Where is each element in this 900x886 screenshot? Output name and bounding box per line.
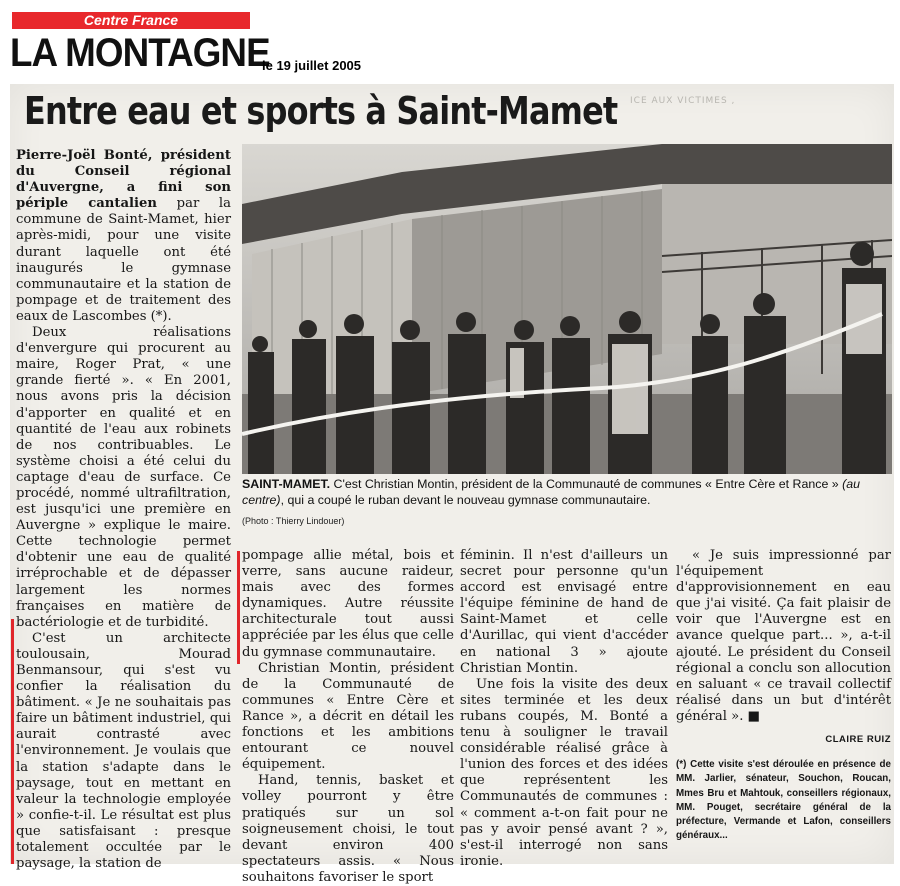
caption-text: C'est Christian Montin, président de la Communauté de communes « Entre Cère et Rance »: [330, 477, 839, 491]
photo-credit: (Photo : Thierry Lindouer): [242, 516, 345, 526]
paragraph: Une fois la visite des deux sites terminée et les deux rubans coupés, M. Bonté a tenu à souligner le travail considérable réalisé grâce à l'union des forces et des idées que représentent les Communautés de communes : « comment a-t-on fait pour ne pas y avoir pensé avant ? », s'est-il interrogé non sans ironie.: [460, 676, 668, 869]
caption-end: , qui a coupé le ruban devant le nouveau gymnase communautaire.: [280, 493, 651, 507]
brand-label: Centre France: [83, 12, 179, 28]
publication-date: le 19 juillet 2005: [262, 58, 362, 73]
bleed-through-text: ICE AUX VICTIMES ,: [630, 96, 736, 106]
caption-italic: (au centre): [242, 477, 861, 507]
masthead: LA MONTAGNE: [10, 31, 270, 75]
paragraph: Deux réalisations d'envergure qui procurent au maire, Roger Prat, « une grande fierté ». « En 2001, nous avons pris la décision d'apporter en qualité et en quantité de l'eau aux robinets de nos contribuables. Le système choisi a été celui du captage d'eau de surface. Ce procédé, nommé ultrafiltration, est jusqu'ici une première en Auvergne » explique le maire. Cette technologie permet d'obtenir une eau de qualité irréprochable et de dépasser largement les normes françaises en matière de bactériologie et de turbidité.: [16, 325, 231, 630]
accent-line: [11, 619, 14, 864]
photo-caption: [242, 476, 892, 508]
lead-text: Pierre-Joël Bonté, président du Conseil régional d'Auvergne, a fini son périple cantalien: [16, 148, 231, 212]
brand-bar: [12, 12, 250, 29]
article-headline: Entre eau et sports à Saint-Mamet: [24, 89, 618, 133]
article-column-1: [16, 148, 231, 872]
paragraph: féminin. Il n'est d'ailleurs un secret pour personne qu'un accord est envisagé entre l'équipe féminine de hand de Saint-Mamet et celle d'Aurillac, qui vient d'accéder en national 3 » ajoute Christian Montin.: [460, 548, 668, 676]
article-column-3: [460, 548, 668, 870]
footnote: (*) Cette visite s'est déroulée en présence de MM. Jarlier, sénateur, Souchon, Roucan, Mmes Bru et Mahtouk, conseillers régionaux, MM. Pouget, secrétaire général de la préfecture, Vermande et Lafon, conseillers généraux...: [676, 759, 891, 842]
newspaper-clipping: [10, 84, 894, 885]
caption-place: SAINT-MAMET.: [242, 477, 331, 491]
author-signature: CLAIRE RUIZ: [825, 734, 891, 746]
ribbon-cutting-photo: [242, 144, 892, 474]
paragraph: pompage allie métal, bois et verre, sans aucune raideur, mais avec des formes dynamiques. Autre réussite architecturale tout aussi appréciée par les élus que celle du gymnase communautaire.: [242, 548, 454, 660]
lead-continuation: par la commune de Saint-Mamet, hier après-midi, pour une visite durant laquelle ont été inaugurés le gymnase communautaire et la station de pompage et de traitement des eaux de Lascombes (*).: [16, 196, 231, 324]
accent-line: [237, 551, 240, 664]
article-column-4: [676, 548, 891, 843]
paragraph: C'est un architecte toulousain, Mourad Benmansour, qui s'est vu confier la réalisation du bâtiment. « Je ne souhaitais pas faire un bâtiment industriel, qui aurait contrasté avec l'environnement. Je voulais que la station s'adapte dans le paysage, tout en mettant en valeur la technologie employée » confie-t-il. Le résultat est plus que satisfaisant : presque totalement occultée par le paysage, la station de: [16, 630, 231, 872]
article-photo: [242, 144, 892, 474]
paragraph: Christian Montin, président de la Communauté de communes « Entre Cère et Rance », a décrit en détail les fonctions et les ambitions entourant ce nouvel équipement.: [242, 660, 454, 773]
paragraph: Hand, tennis, basket et volley pourront y être pratiqués sur un sol soigneusement choisi, le tout devant environ 400 spectateurs assis. « Nous souhaitons favoriser le sport: [242, 773, 454, 885]
article-column-2: [242, 548, 454, 886]
paragraph: « Je suis impressionné par l'équipement d'approvisionnement en eau que j'ai visité. Ça fait plaisir de voir que l'Auvergne est en avance quelque part... », a-t-il ajouté. Le président du Conseil régional a conclu son allocution en saluant « ce travail collectif réalisé dans un but d'intérêt général ». ■: [676, 548, 891, 724]
lead-paragraph: [16, 148, 231, 325]
